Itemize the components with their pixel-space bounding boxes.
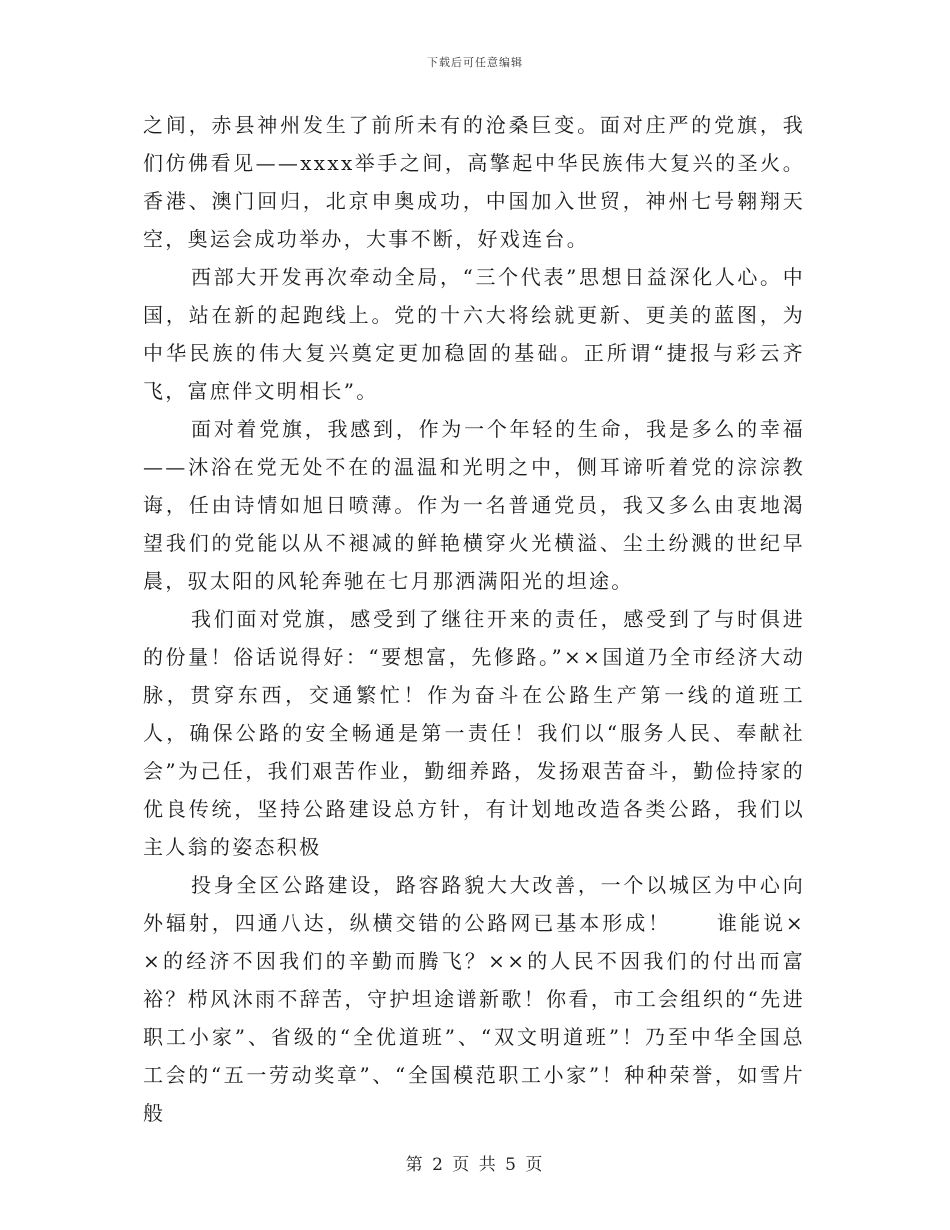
document-body [143, 106, 805, 1132]
paragraph: 投身全区公路建设，路容路貌大大改善，一个以城区为中心向外辐射，四通八达，纵横交错的公路网已基本形成！ 谁能说××的经济不因我们的辛勤而腾飞？××的人民不因我们的付出而富裕？栉风沐雨不辞苦，守护坦途谱新歌！你看，市工会组织的“先进职工小家”、省级的“全优道班”、“双文明道班”！乃至中华全国总工会的“五一劳动奖章”、“全国模范职工小家”！种种荣誉，如雪片般 [143, 873, 805, 1125]
page-header-note: 下载后可任意编辑 [427, 56, 523, 69]
paragraph: 我们面对党旗，感受到了继往开来的责任，感受到了与时俱进的份量！俗话说得好：“要想富，先修路。”××国道乃全市经济大动脉，贯穿东西，交通繁忙！作为奋斗在公路生产第一线的道班工人，确保公路的安全畅通是第一责任！我们以“服务人民、奉献社会”为己任，我们艰苦作业，勤细养路，发扬艰苦奋斗，勤俭持家的优良传统，坚持公路建设总方针，有计划地改造各类公路，我们以主人翁的姿态积极 [143, 607, 805, 859]
page-number: 第 2 页 共 5 页 [405, 1155, 545, 1175]
paragraph: 之间，赤县神州发生了前所未有的沧桑巨变。面对庄严的党旗，我们仿佛看见——xxxx举手之间，高擎起中华民族伟大复兴的圣火。香港、澳门回归，北京申奥成功，中国加入世贸，神州七号翱翔天空，奥运会成功举办，大事不断，好戏连台。 [143, 113, 805, 251]
paragraph: 面对着党旗，我感到，作为一个年轻的生命，我是多么的幸福——沐浴在党无处不在的温温和光明之中，侧耳谛听着党的淙淙教诲，任由诗情如旭日喷薄。作为一名普通党员，我又多么由衷地渴望我们的党能以从不褪减的鲜艳横穿火光横溢、尘土纷溅的世纪早晨，驭太阳的风轮奔驰在七月那洒满阳光的坦途。 [143, 417, 805, 593]
paragraph: 西部大开发再次牵动全局，“三个代表”思想日益深化人心。中国，站在新的起跑线上。党的十六大将绘就更新、更美的蓝图，为中华民族的伟大复兴奠定更加稳固的基础。正所谓“捷报与彩云齐飞，富庶伴文明相长”。 [143, 265, 805, 403]
